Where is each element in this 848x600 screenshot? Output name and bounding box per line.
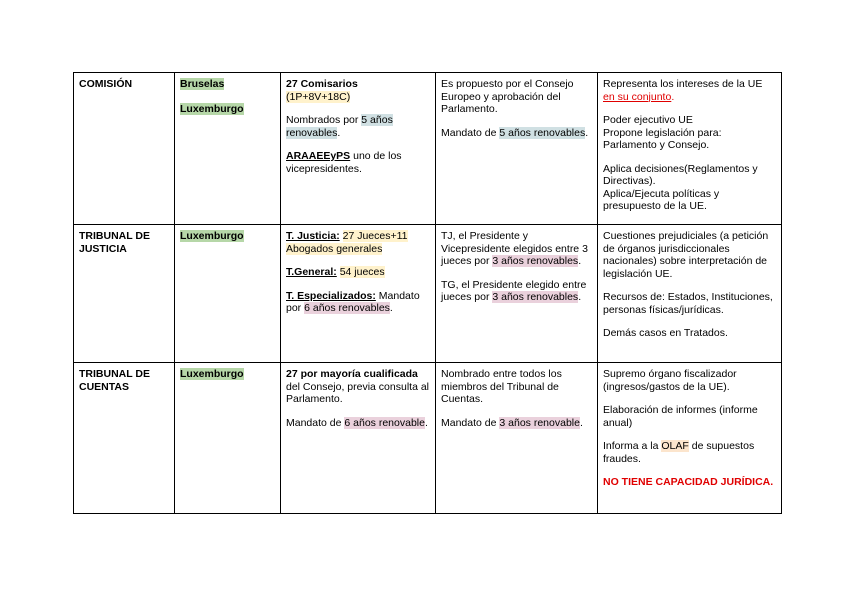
table-row bbox=[74, 363, 782, 514]
composicion-title: 27 Comisarios bbox=[286, 78, 358, 90]
mandato-end: . bbox=[585, 126, 589, 139]
eleccion-highlight: 3 años renovables bbox=[492, 255, 579, 267]
araae-label: ARAAEEyPS bbox=[286, 150, 351, 162]
capacidad-juridica-warning: NO TIENE CAPACIDAD JURÍDICA. bbox=[603, 476, 774, 488]
composicion-breakdown: (1P+8V+18C) bbox=[286, 90, 351, 103]
sede-item: Luxemburgo bbox=[180, 368, 244, 380]
funciones-cell bbox=[598, 363, 782, 514]
eleccion-cell bbox=[436, 225, 598, 363]
funciones-line: Demás casos en Tratados. bbox=[603, 327, 728, 339]
tg-highlight: 54 jueces bbox=[339, 266, 385, 278]
funciones-line: Elaboración de informes (informe anual) bbox=[603, 404, 758, 429]
composicion-cell bbox=[281, 73, 436, 225]
sede-cell bbox=[175, 363, 281, 514]
te-text: Mandato por bbox=[286, 289, 420, 314]
araae-text: uno de los vicepresidentes. bbox=[286, 150, 402, 175]
funciones-line: Aplica/Ejecuta políticas y presupuesto de la UE. bbox=[603, 187, 720, 212]
eleccion-cell bbox=[436, 363, 598, 514]
mandato-text: Mandato de bbox=[441, 416, 500, 429]
sede-item: Luxemburgo bbox=[180, 230, 244, 242]
composicion-text: del Consejo, previa consulta al Parlamento. bbox=[286, 380, 430, 405]
mandato-end: . bbox=[337, 126, 341, 139]
funciones-line: Poder ejecutivo UE bbox=[603, 114, 693, 126]
mandato-text: Nombrados por bbox=[286, 114, 362, 126]
eleccion-highlight: 3 años renovables bbox=[492, 291, 579, 303]
funciones-cell bbox=[598, 73, 782, 225]
funciones-line: Supremo órgano fiscalizador (ingresos/gastos de la UE). bbox=[603, 368, 737, 393]
sede-cell bbox=[175, 225, 281, 363]
sede-item: Luxemburgo bbox=[180, 102, 244, 115]
eleccion-cell bbox=[436, 73, 598, 225]
tj-label: T. Justicia: bbox=[286, 230, 340, 242]
mandato-text: Mandato de bbox=[441, 126, 500, 139]
funciones-line: Cuestiones prejudiciales (a petición de órganos jurisdiccionales nacionales) sobre interpretación de legislación UE. bbox=[603, 230, 769, 280]
composicion-bold: 27 por mayoría cualificada bbox=[286, 368, 418, 380]
institution-name bbox=[74, 225, 175, 363]
funciones-red-text: en su conjunto bbox=[603, 90, 672, 103]
funciones-line: Recursos de: Estados, Instituciones, personas físicas/jurídicas. bbox=[603, 291, 773, 316]
eleccion-text: TJ, el Presidente y Vicepresidente elegidos entre 3 jueces por bbox=[441, 230, 588, 267]
eleccion-text: TG, el Presidente elegido entre jueces por bbox=[441, 278, 587, 303]
institution-name-text: COMISIÓN bbox=[79, 78, 133, 90]
mandato-end: . bbox=[424, 416, 428, 429]
sede-item: Bruselas bbox=[180, 78, 225, 90]
sede-cell bbox=[175, 73, 281, 225]
funciones-text: Representa los intereses de la UE bbox=[603, 78, 763, 90]
olaf-highlight: OLAF bbox=[661, 440, 689, 452]
tj-highlight: 27 Jueces+11 Abogados generales bbox=[286, 230, 408, 255]
institution-name bbox=[74, 73, 175, 225]
funciones-line: Aplica decisiones(Reglamentos y Directivas). bbox=[603, 162, 758, 187]
mandato-highlight: 5 años renovables bbox=[286, 114, 393, 139]
mandato-highlight: 3 años renovable bbox=[499, 416, 580, 429]
composicion-cell bbox=[281, 363, 436, 514]
mandato-text: Mandato de bbox=[286, 416, 345, 429]
funciones-line: Parlamento y Consejo. bbox=[603, 139, 710, 151]
table-row bbox=[74, 73, 782, 225]
eleccion-text: Nombrado entre todos los miembros del Tribunal de Cuentas. bbox=[441, 368, 562, 405]
institutions-table bbox=[73, 72, 782, 514]
tg-label: T.General: bbox=[286, 266, 337, 278]
funciones-text-end: de supuestos fraudes. bbox=[603, 440, 755, 465]
institution-name-text: TRIBUNAL DE JUSTICIA bbox=[79, 230, 150, 255]
mandato-highlight: 6 años renovable bbox=[344, 416, 425, 429]
funciones-cell bbox=[598, 225, 782, 363]
funciones-line: Propone legislación para: bbox=[603, 126, 722, 139]
funciones-text: Informa a la bbox=[603, 440, 662, 452]
composicion-cell bbox=[281, 225, 436, 363]
institution-name bbox=[74, 363, 175, 514]
funciones-red-end: . bbox=[671, 90, 675, 103]
eleccion-end: . bbox=[578, 255, 582, 267]
te-highlight: 6 años renovables bbox=[304, 302, 390, 314]
te-label: T. Especializados: bbox=[286, 289, 376, 302]
mandato-end: . bbox=[579, 416, 583, 429]
mandato-highlight: 5 años renovables bbox=[499, 126, 586, 139]
table-row bbox=[74, 225, 782, 363]
eleccion-text: Es propuesto por el Consejo Europeo y aprobación del Parlamento. bbox=[441, 78, 574, 115]
eleccion-end: . bbox=[578, 291, 582, 303]
institution-name-text: TRIBUNAL DE CUENTAS bbox=[79, 368, 150, 393]
te-end: . bbox=[389, 302, 393, 314]
